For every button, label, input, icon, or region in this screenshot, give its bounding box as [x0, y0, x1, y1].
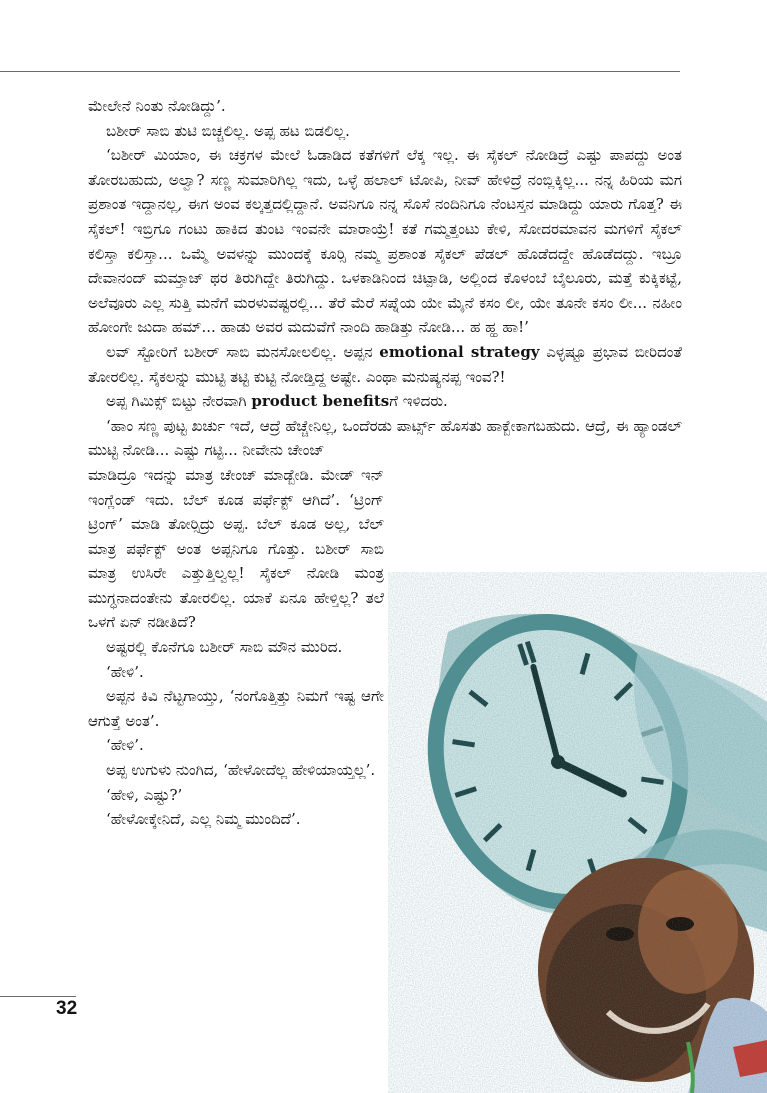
- dialogue-line: ‘ಹೇಳಿ’.: [106, 736, 144, 755]
- dialogue-line: ‘ಹೇಳಿ’.: [106, 662, 144, 681]
- body-paragraph: ಅಷ್ಟರಲ್ಲಿ ಕೊನೆಗೂ ಬಶೀರ್ ಸಾಬಿ ಮೌನ ಮುರಿದ.: [106, 638, 343, 657]
- footer-rule: [0, 996, 76, 997]
- paragraph-text: ಅಪ್ಪ ಗಿಮಿಕ್ಸ್ ಬಿಟ್ಟು ನೇರವಾಗಿ: [106, 392, 252, 411]
- body-paragraph: ಮಾಡಿದ್ರೂ ಇದನ್ನು ಮಾತ್ರ ಚೇಂಜ್ ಮಾಡ್ಬೇಡಿ. ಮೇಡ್ ಇನ್ ಇಂಗ್ಲೆಂಡ್ ಇದು. ಬೆಲ್ ಕೂಡ ಪರ್ಫೆಕ್ಟ್ ಆಗಿದೆ’. ‘ಟ್ರಿಂಗ್ ಟ್ರಿಂಗ್’ ಮಾಡಿ ತೋರ್‍ಸಿದ್ರು ಅಪ್ಪ. ಬೆಲ್ ಕೂಡ ಅಲ್ಲ, ಬೆಲ್ ಮಾತ್ರ ಪರ್ಫೆಕ್ಟ್ ಅಂತ ಅಪ್ಪನಿಗೂ ಗೊತ್ತು. ಬಶೀರ್ ಸಾಬಿ ಮಾತ್ರ ಉಸಿರೇ ಎತ್ತುತ್ತಿಲ್ವಲ್ಲ! ಸೈಕಲ್ ನೋಡಿ ಮಂತ್ರ ಮುಗ್ಧನಾದಂತೇನು ತೋರಲಿಲ್ಲ. ಯಾಕೆ ಏನೂ ಹೇಳ್ತಿಲ್ಲ? ತಲೆ ಒಳಗೆ ಏನ್ ನಡೀತಿದೆ?: [88, 465, 384, 632]
- body-paragraph: ಬಶೀರ್ ಸಾಬಿ ತುಟಿ ಬಿಚ್ಚಲಿಲ್ಲ. ಅಪ್ಪ ಹಟ ಬಿಡಲಿಲ್ಲ.: [106, 121, 350, 140]
- dialogue-line: ‘ಹೇಳಿ, ಎಷ್ಟು?’: [106, 785, 183, 804]
- clock-face-illustration: [388, 572, 767, 1093]
- dialogue-line: ‘ಹೇಳೋಕ್ಕೇನಿದೆ, ಎಲ್ಲ ನಿಮ್ಮ ಮುಂದಿದೆ’.: [106, 810, 301, 829]
- body-paragraph: ಅಪ್ಪನ ಕಿವಿ ನೆಟ್ಟಗಾಯ್ತು, ‘ನಂಗೊತ್ತಿತ್ತು ನಿಮಗೆ ಇಷ್ಟ ಆಗೇ ಆಗುತ್ತೆ ಅಂತ’.: [88, 687, 384, 730]
- body-paragraph: ‘ಬಶೀರ್ ಮಿಯಾಂ, ಈ ಚಕ್ರಗಳ ಮೇಲೆ ಓಡಾಡಿದ ಕತೆಗಳಿಗೆ ಲೆಕ್ಕ ಇಲ್ಲ. ಈ ಸೈಕಲ್ ನೋಡಿದ್ರೆ ಎಷ್ಟು ಪಾಪದ್ದು ಅಂತ ತೋರಬಹುದು, ಅಲ್ವಾ? ಸಣ್ಣ ಸುಮಾರಿಗಿಲ್ಲ ಇದು, ಒಳ್ಳೆ ಹಲಾಲ್ ಟೋಪಿ, ನೀವ್ ಹೇಳಿದ್ರೆ ನಂಬ್ಲಿಕ್ಕಿಲ್ಲ... ನನ್ನ ಹಿರಿಯ ಮಗ ಪ್ರಶಾಂತ ಇದ್ದಾನಲ್ಲ, ಈಗ ಅಂವ ಕಲ್ಕತ್ತದಲ್ಲಿದ್ದಾನೆ. ಅವನಿಗೂ ನನ್ನ ಸೊಸೆ ನಂದಿನಿಗೂ ನೆಂಟಸ್ತನ ಮಾಡಿದ್ದು ಯಾರು ಗೊತ್ತ? ಈ ಸೈಕಲ್! ಇಬ್ರಿಗೂ ಗಂಟು ಹಾಕಿದ ತುಂಟ ಇಂವನೇ ಮಾರಾಯ್ರೆ! ಕತೆ ಗಮ್ಮತ್ತಂಟು ಕೇಳಿ, ಸೋದರಮಾವನ ಮಗಳಿಗೆ ಸೈಕಲ್ ಕಲಿಸ್ತಾ ಕಲಿಸ್ತಾ... ಒಮ್ಮೆ ಅವಳನ್ನು ಮುಂದಕ್ಕೆ ಕೂರ್‍ಸಿ ನಮ್ಮ ಪ್ರಶಾಂತ ಸೈಕಲ್ ಪೆಡಲ್ ಹೊಡೆದದ್ದೇ ಹೊಡೆದದ್ದು. ಇಬ್ರೂ ದೇವಾನಂದ್ ಮಮ್ತಾಜ್ ಥರ ತಿರುಗಿದ್ದೇ ತಿರುಗಿದ್ದು. ಒಳಕಾಡಿನಿಂದ ಚಿಟ್ಪಾಡಿ, ಅಲ್ಲಿಂದ ಕೊಳಂಬೆ ಬೈಲೂರು, ಮತ್ತೆ ಕುಕ್ಕಿಕಟ್ಟೆ, ಅಲೆವೂರು ಎಲ್ಲ ಸುತ್ತಿ ಮನೆಗೆ ಮರಳುವಷ್ಟರಲ್ಲಿ... ತೆರೆ ಮೆರೆ ಸಪ್ನೆಯ ಯೇ ಮೈನೆ ಕಸಂ ಲೀ, ಯೇ ತೂನೇ ಕಸಂ ಲೀ... ನಹೀಂ ಹೋಂಗೇ ಜುದಾ ಹಮ್... ಹಾಡು ಅವರ ಮದುವೆಗೆ ನಾಂದಿ ಹಾಡಿತ್ತು ನೋಡಿ... ಹ ಹ್ಹ ಹಾ!’: [88, 146, 682, 337]
- body-paragraph: ‘ಹಾಂ ಸಣ್ಣ ಪುಟ್ಟ ಖರ್ಚು ಇದೆ, ಆದ್ರೆ ಹೆಚ್ಚೇನಿಲ್ಲ, ಒಂದೆರಡು ಪಾರ್ಟ್ಸ್ ಹೊಸತು ಹಾಕ್ಬೇಕಾಗಬಹುದು. ಆದ್ರೆ, ಈ ಹ್ಯಾಂಡಲ್ ಮುಟ್ಟಿ ನೋಡಿ... ಎಷ್ಟು ಗಟ್ಟಿ... ನೀವೇನು ಚೇಂಜ್: [88, 416, 682, 460]
- paragraph-text: ಲವ್ ಸ್ಟೋರಿಗೆ ಬಶೀರ್ ಸಾಬಿ ಮನಸೋಲಲಿಲ್ಲ. ಅಪ್ಪನ: [106, 342, 380, 361]
- paragraph-text: ಎಳ್ಳಷ್ಟೂ ಪ್ರಭಾವ ಬೀರಿದಂತೆ ತೋರಲಿಲ್ಲ. ಸೈಕಲನ್ನು ಮುಟ್ಟಿ ತಟ್ಟಿ ಕುಟ್ಟಿ ನೋಡ್ತಿದ್ದ ಅಷ್ಟೇ. ಎಂಥಾ ಮನುಷ್ಯನಪ್ಪ ಇಂವ?!: [88, 342, 682, 386]
- body-paragraph: ಅಪ್ಪ ಉಗುಳು ನುಂಗಿದ, ‘ಹೇಳೋದೆಲ್ಲ ಹೇಳಿಯಾಯ್ತಲ್ಲ’.: [106, 761, 376, 780]
- english-term: product benefits: [251, 392, 390, 411]
- english-term: emotional strategy: [379, 342, 540, 361]
- header-rule: [0, 71, 680, 72]
- paragraph-text: ಗೆ ಇಳಿದರು.: [389, 392, 448, 411]
- grain-overlay: [388, 572, 767, 1093]
- narrow-text-block: [88, 463, 384, 832]
- illustration-svg: [388, 572, 767, 1093]
- body-paragraph: ಮೇಲೇನೆ ನಿಂತು ನೋಡಿದ್ದು’.: [88, 97, 226, 115]
- page-number: 32: [56, 998, 78, 1019]
- body-paragraph: [88, 389, 682, 414]
- body-paragraph: [88, 340, 682, 389]
